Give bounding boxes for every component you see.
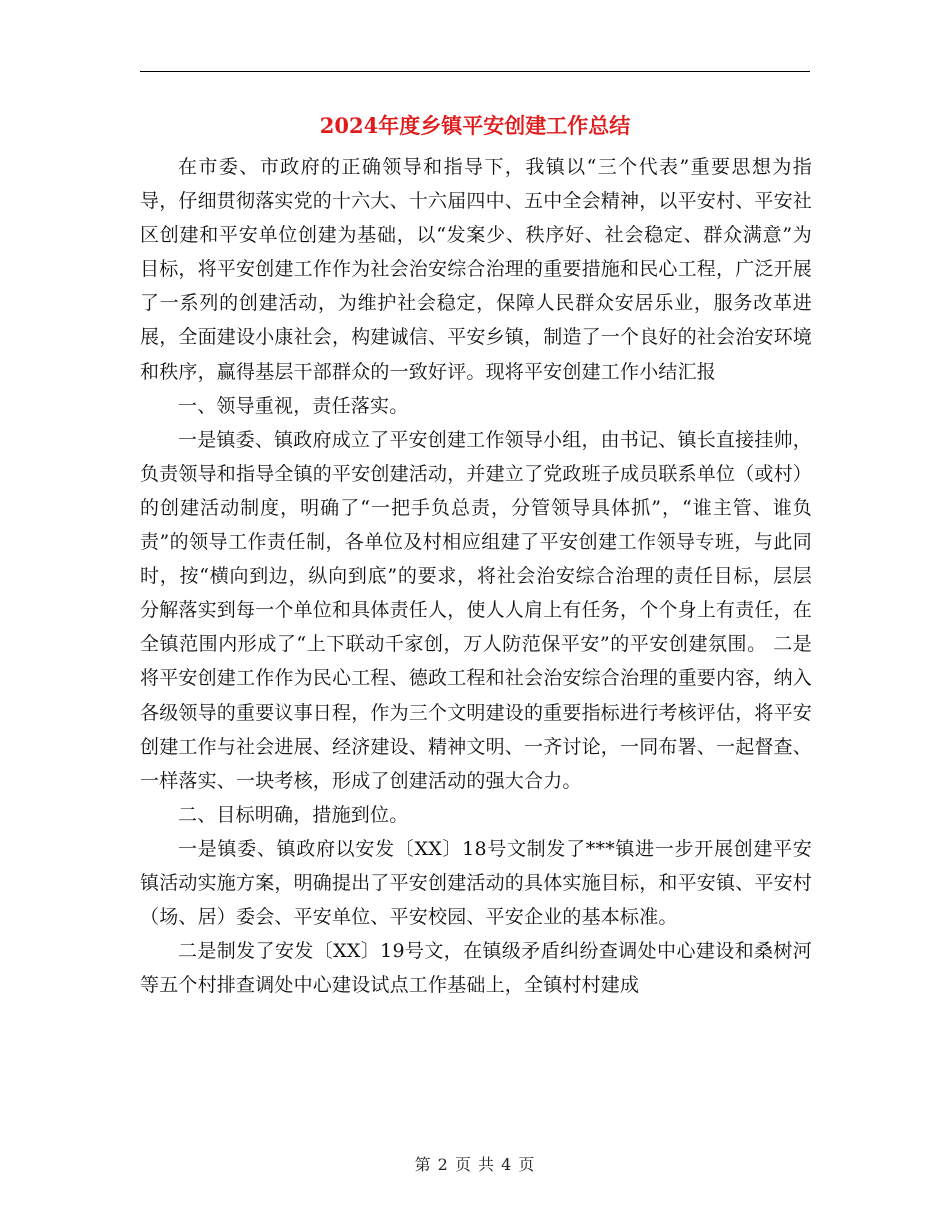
page-number: 第 2 页 共 4 页	[414, 1155, 536, 1174]
header-rule	[140, 71, 810, 72]
document-title: 2024年度乡镇平安创建工作总结	[319, 113, 631, 138]
paragraph-leadership: 一是镇委、镇政府成立了平安创建工作领导小组，由书记、镇长直接挂帅，负责领导和指导全镇的平安创建活动，并建立了党政班子成员联系单位（或村）的创建活动制度，明确了“一把手负总责，分管领导具体抓”，“谁主管、谁负责”的领导工作责任制，各单位及村相应组建了平安创建工作领导专班，与此同时，按“横向到边，纵向到底”的要求，将社会治安综合治理的责任目标，层层分解落实到每一个单位和具体责任人，使人人肩上有任务，个个身上有责任，在全镇范围内形成了“上下联动千家创，万人防范保平安”的平安创建氛围。 二是将平安创建工作作为民心工程、德政工程和社会治安综合治理的重要内容，纳入各级领导的重要议事日程，作为三个文明建设的重要指标进行考核评估，将平安创建工作与社会进展、经济建设、精神文明、一齐讨论，一同布署、一起督查、一样落实、一块考核，形成了创建活动的强大合力。	[140, 428, 813, 792]
paragraph-mediation: 二是制发了安发〔XX〕19号文，在镇级矛盾纠纷查调处中心建设和桑树河等五个村排查调处中心建设试点工作基础上，全镇村村建成	[140, 940, 812, 997]
section-heading-1: 一、领导重视，责任落实。	[178, 394, 409, 417]
paragraph-plan: 一是镇委、镇政府以安发〔XX〕18号文制发了***镇进一步开展创建平安镇活动实施方案，明确提出了平安创建活动的具体实施目标，和平安镇、平安村（场、居）委会、平安单位、平安校园、平安企业的基本标准。	[140, 837, 813, 929]
document-body	[140, 150, 812, 1002]
paragraph-intro: 在市委、市政府的正确领导和指导下，我镇以“三个代表”重要思想为指导，仔细贯彻落实党的十六大、十六届四中、五中全会精神，以平安村、平安社区创建和平安单位创建为基础，以“发案少、秩序好、社会稳定、群众满意”为目标，将平安创建工作作为社会治安综合治理的重要措施和民心工程，广泛开展了一系列的创建活动，为维护社会稳定，保障人民群众安居乐业，服务改革进展，全面建设小康社会，构建诚信、平安乡镇，制造了一个良好的社会治安环境和秩序，赢得基层干部群众的一致好评。现将平安创建工作小结汇报	[140, 156, 813, 383]
section-heading-2: 二、目标明确，措施到位。	[178, 803, 409, 826]
